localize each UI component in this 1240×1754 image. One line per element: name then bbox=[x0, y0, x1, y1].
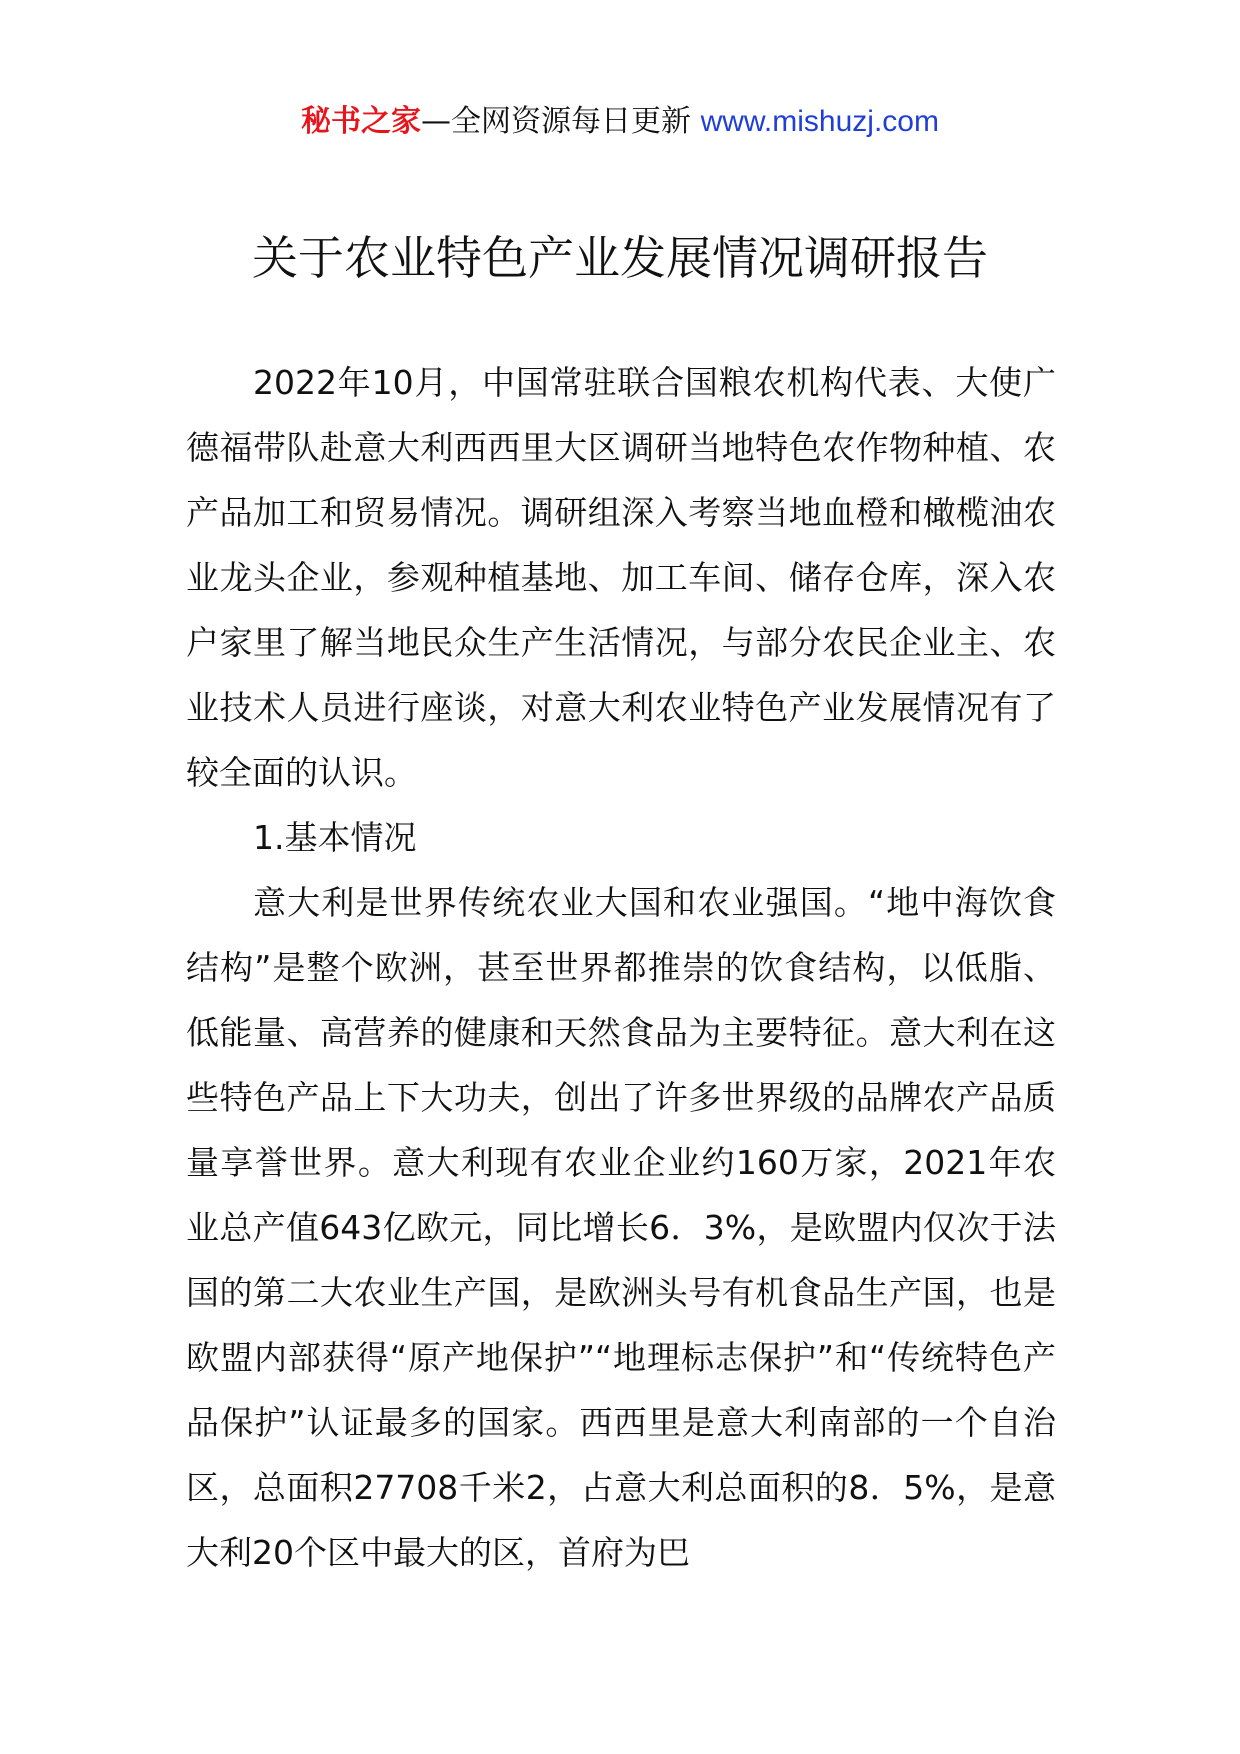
section-heading: 1.基本情况 bbox=[253, 818, 417, 857]
document-body bbox=[186, 350, 1056, 1585]
header-tagline: —全网资源每日更新 bbox=[421, 104, 701, 139]
site-url-link[interactable]: www.mishuzj.com bbox=[700, 105, 939, 138]
site-header bbox=[0, 100, 1240, 144]
paragraph-intro: 2022年10月，中国常驻联合国粮农机构代表、大使广德福带队赴意大利西西里大区调研当地特色农作物种植、农产品加工和贸易情况。调研组深入考察当地血橙和橄榄油农业龙头企业，参观种植基地、加工车间、储存仓库，深入农户家里了解当地民众生产生活情况，与部分农民企业主、农业技术人员进行座谈，对意大利农业特色产业发展情况有了较全面的认识。 bbox=[186, 363, 1056, 792]
document-title: 关于农业特色产业发展情况调研报告 bbox=[252, 231, 988, 285]
paragraph-basic-situation: 意大利是世界传统农业大国和农业强国。“地中海饮食结构”是整个欧洲，甚至世界都推崇的饮食结构，以低脂、低能量、高营养的健康和天然食品为主要特征。意大利在这些特色产品上下大功夫，创出了许多世界级的品牌农产品质量享誉世界。意大利现有农业企业约160万家，2021年农业总产值643亿欧元，同比增长6．3%，是欧盟内仅次于法国的第二大农业生产国，是欧洲头号有机食品生产国，也是欧盟内部获得“原产地保护”“地理标志保护”和“传统特色产品保护”认证最多的国家。西西里是意大利南部的一个自治区，总面积27708千米2，占意大利总面积的8．5%，是意大利20个区中最大的区，首府为巴 bbox=[186, 883, 1056, 1572]
brand-name: 秘书之家 bbox=[301, 104, 422, 139]
